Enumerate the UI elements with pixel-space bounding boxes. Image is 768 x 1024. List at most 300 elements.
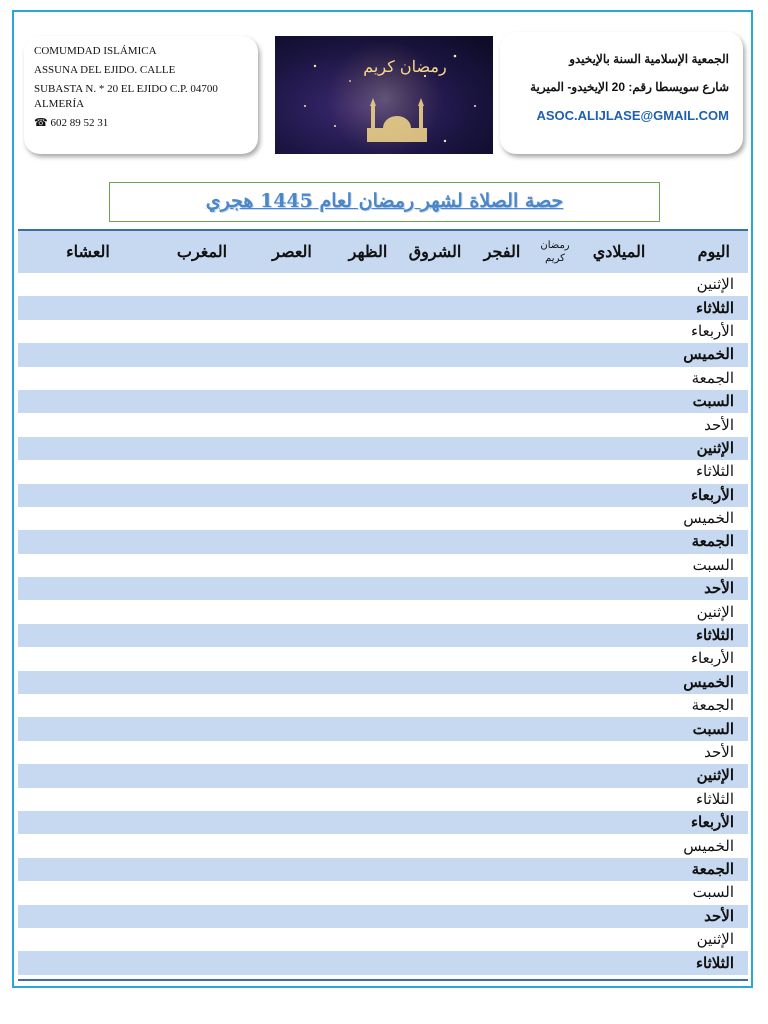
- time-cell: [18, 413, 158, 436]
- time-cell: [246, 343, 338, 366]
- time-cell: [18, 647, 158, 670]
- time-cell: [18, 881, 158, 904]
- time-cell: [18, 858, 158, 881]
- time-cell: [246, 320, 338, 343]
- time-cell: [158, 881, 246, 904]
- table-row: [18, 507, 748, 530]
- time-cell: [398, 647, 472, 670]
- time-cell: [158, 530, 246, 553]
- time-cell: [158, 320, 246, 343]
- time-cell: [472, 624, 532, 647]
- time-cell: [532, 484, 578, 507]
- time-cell: [338, 577, 398, 600]
- time-cell: [18, 554, 158, 577]
- day-cell: الإثنين: [696, 276, 734, 294]
- time-cell: [158, 554, 246, 577]
- time-cell: [246, 881, 338, 904]
- time-cell: [578, 905, 660, 928]
- time-cell: [246, 671, 338, 694]
- time-cell: [472, 484, 532, 507]
- time-cell: [246, 788, 338, 811]
- time-cell: [158, 437, 246, 460]
- time-cell: [578, 437, 660, 460]
- table-row: [18, 577, 748, 600]
- time-cell: [472, 928, 532, 951]
- time-cell: [18, 460, 158, 483]
- day-cell: الثلاثاء: [695, 954, 734, 972]
- time-cell: [472, 858, 532, 881]
- time-cell: [338, 671, 398, 694]
- table-bottom-rule: [18, 979, 748, 981]
- col-header-asr: العصر: [246, 230, 338, 273]
- time-cell: [398, 811, 472, 834]
- time-cell: [246, 577, 338, 600]
- day-cell: الجمعة: [691, 697, 734, 715]
- time-cell: [472, 694, 532, 717]
- time-cell: [246, 437, 338, 460]
- time-cell: [472, 881, 532, 904]
- address-card-arabic: [500, 32, 743, 154]
- time-cell: [398, 928, 472, 951]
- day-cell: الأربعاء: [690, 650, 734, 668]
- time-cell: [532, 343, 578, 366]
- day-cell: الثلاثاء: [695, 627, 734, 645]
- time-cell: [472, 507, 532, 530]
- time-cell: [472, 647, 532, 670]
- time-cell: [398, 600, 472, 623]
- time-cell: [578, 647, 660, 670]
- time-cell: [338, 507, 398, 530]
- time-cell: [398, 530, 472, 553]
- time-cell: [338, 484, 398, 507]
- time-cell: [532, 788, 578, 811]
- time-cell: [18, 343, 158, 366]
- time-cell: [158, 905, 246, 928]
- table-row: [18, 647, 748, 670]
- time-cell: [246, 741, 338, 764]
- time-cell: [18, 928, 158, 951]
- time-cell: [246, 764, 338, 787]
- time-cell: [246, 413, 338, 436]
- time-cell: [398, 951, 472, 974]
- time-cell: [398, 554, 472, 577]
- time-cell: [18, 764, 158, 787]
- phone-number: ☎ 602 89 52 31: [34, 117, 109, 129]
- time-cell: [578, 484, 660, 507]
- time-cell: [578, 694, 660, 717]
- day-cell: الأحد: [704, 907, 734, 925]
- time-cell: [398, 343, 472, 366]
- table-row: [18, 905, 748, 928]
- time-cell: [578, 928, 660, 951]
- time-cell: [578, 296, 660, 319]
- time-cell: [158, 484, 246, 507]
- crescent-mosque-illustration: [275, 36, 493, 154]
- time-cell: [472, 764, 532, 787]
- time-cell: [578, 858, 660, 881]
- time-cell: [398, 858, 472, 881]
- time-cell: [532, 507, 578, 530]
- table-row: [18, 390, 748, 413]
- day-cell: الخميس: [683, 510, 734, 528]
- time-cell: [338, 343, 398, 366]
- time-cell: [18, 320, 158, 343]
- time-cell: [578, 811, 660, 834]
- time-cell: [532, 367, 578, 390]
- time-cell: [472, 834, 532, 857]
- day-cell: الأربعاء: [690, 814, 734, 832]
- time-cell: [158, 928, 246, 951]
- time-cell: [158, 951, 246, 974]
- time-cell: [158, 273, 246, 296]
- time-cell: [338, 764, 398, 787]
- org-address-es-2: SUBASTA N. * 20 EL EJIDO C.P. 04700 ALMERÍA: [34, 83, 218, 110]
- org-name-ar: الجمعية الإسلامية السنة بالإيخيدو: [569, 52, 729, 66]
- time-cell: [158, 788, 246, 811]
- col-header-fajr: الفجر: [472, 230, 532, 273]
- day-cell: الجمعة: [691, 369, 734, 387]
- day-cell: الثلاثاء: [695, 299, 734, 317]
- table-row: [18, 951, 748, 974]
- time-cell: [158, 624, 246, 647]
- time-cell: [398, 413, 472, 436]
- time-cell: [18, 694, 158, 717]
- time-cell: [18, 951, 158, 974]
- table-row: [18, 413, 748, 436]
- day-cell: السبت: [692, 884, 734, 902]
- time-cell: [158, 367, 246, 390]
- time-cell: [158, 647, 246, 670]
- time-cell: [532, 413, 578, 436]
- time-cell: [578, 600, 660, 623]
- time-cell: [472, 577, 532, 600]
- time-cell: [246, 460, 338, 483]
- time-cell: [338, 858, 398, 881]
- time-cell: [246, 273, 338, 296]
- time-cell: [246, 507, 338, 530]
- day-cell: الأربعاء: [690, 322, 734, 340]
- day-cell: الإثنين: [696, 767, 734, 785]
- time-cell: [246, 811, 338, 834]
- table-row: [18, 764, 748, 787]
- time-cell: [472, 390, 532, 413]
- col-header-ramadan-line1: رمضان: [540, 240, 570, 251]
- time-cell: [532, 928, 578, 951]
- day-cell: الخميس: [683, 837, 734, 855]
- time-cell: [532, 460, 578, 483]
- time-cell: [338, 390, 398, 413]
- time-cell: [472, 811, 532, 834]
- table-row: [18, 811, 748, 834]
- time-cell: [472, 437, 532, 460]
- time-cell: [246, 530, 338, 553]
- time-cell: [158, 600, 246, 623]
- time-cell: [578, 413, 660, 436]
- time-cell: [398, 484, 472, 507]
- time-cell: [398, 834, 472, 857]
- day-cell: الخميس: [683, 346, 734, 364]
- table-row: [18, 717, 748, 740]
- time-cell: [246, 624, 338, 647]
- time-cell: [472, 717, 532, 740]
- time-cell: [246, 600, 338, 623]
- time-cell: [398, 507, 472, 530]
- time-cell: [158, 507, 246, 530]
- time-cell: [18, 905, 158, 928]
- time-cell: [472, 320, 532, 343]
- table-row: [18, 834, 748, 857]
- time-cell: [532, 530, 578, 553]
- time-cell: [398, 273, 472, 296]
- time-cell: [398, 367, 472, 390]
- time-cell: [18, 788, 158, 811]
- time-cell: [18, 484, 158, 507]
- col-header-ramadan: [532, 230, 578, 273]
- time-cell: [338, 437, 398, 460]
- time-cell: [578, 788, 660, 811]
- time-cell: [18, 834, 158, 857]
- table-row: [18, 296, 748, 319]
- time-cell: [472, 367, 532, 390]
- time-cell: [338, 694, 398, 717]
- time-cell: [158, 671, 246, 694]
- table-row: [18, 928, 748, 951]
- day-cell: الأحد: [704, 580, 734, 598]
- time-cell: [532, 741, 578, 764]
- time-cell: [398, 717, 472, 740]
- time-cell: [472, 951, 532, 974]
- time-cell: [398, 881, 472, 904]
- time-cell: [18, 296, 158, 319]
- time-cell: [532, 834, 578, 857]
- time-cell: [158, 811, 246, 834]
- day-cell: الجمعة: [691, 533, 734, 551]
- col-header-maghrib: المغرب: [158, 230, 246, 273]
- col-header-dhuhr: الظهر: [338, 230, 398, 273]
- time-cell: [338, 647, 398, 670]
- col-header-day: اليوم: [660, 230, 748, 273]
- time-cell: [246, 647, 338, 670]
- col-header-gregorian: الميلادي: [578, 230, 660, 273]
- time-cell: [18, 811, 158, 834]
- time-cell: [338, 834, 398, 857]
- time-cell: [18, 437, 158, 460]
- time-cell: [578, 834, 660, 857]
- time-cell: [246, 951, 338, 974]
- time-cell: [338, 951, 398, 974]
- time-cell: [578, 460, 660, 483]
- time-cell: [472, 273, 532, 296]
- day-cell: الأربعاء: [690, 486, 734, 504]
- org-name-es: COMUMDAD ISLÁMICA: [34, 45, 157, 57]
- time-cell: [578, 554, 660, 577]
- time-cell: [338, 296, 398, 319]
- time-cell: [578, 530, 660, 553]
- time-cell: [338, 788, 398, 811]
- time-cell: [472, 905, 532, 928]
- time-cell: [532, 951, 578, 974]
- time-cell: [246, 834, 338, 857]
- day-cell: الخميس: [683, 673, 734, 691]
- day-cell: الإثنين: [696, 931, 734, 949]
- time-cell: [338, 600, 398, 623]
- day-cell: الأحد: [704, 416, 734, 434]
- time-cell: [18, 717, 158, 740]
- time-cell: [246, 367, 338, 390]
- time-cell: [338, 881, 398, 904]
- time-cell: [246, 858, 338, 881]
- col-header-ramadan-line2: كريم: [545, 253, 565, 264]
- time-cell: [472, 413, 532, 436]
- table-row: [18, 741, 748, 764]
- col-header-isha: العشاء: [18, 230, 158, 273]
- day-cell: السبت: [692, 393, 734, 411]
- time-cell: [578, 951, 660, 974]
- time-cell: [532, 320, 578, 343]
- time-cell: [338, 413, 398, 436]
- time-cell: [578, 390, 660, 413]
- table-row: [18, 460, 748, 483]
- time-cell: [18, 530, 158, 553]
- time-cell: [18, 273, 158, 296]
- time-cell: [18, 507, 158, 530]
- time-cell: [578, 717, 660, 740]
- time-cell: [338, 624, 398, 647]
- table-row: [18, 694, 748, 717]
- day-cell: الإثنين: [696, 603, 734, 621]
- time-cell: [532, 437, 578, 460]
- day-cell: السبت: [692, 556, 734, 574]
- page-title: حصة الصلاة لشهر رمضان لعام 1445 هجري: [205, 190, 564, 212]
- table-row: [18, 600, 748, 623]
- time-cell: [532, 671, 578, 694]
- time-cell: [532, 647, 578, 670]
- time-cell: [338, 811, 398, 834]
- table-row: [18, 554, 748, 577]
- table-row: [18, 343, 748, 366]
- time-cell: [338, 273, 398, 296]
- org-address-es-1: ASSUNA DEL EJIDO. CALLE: [34, 64, 176, 76]
- time-cell: [338, 320, 398, 343]
- time-cell: [18, 741, 158, 764]
- time-cell: [158, 717, 246, 740]
- time-cell: [18, 577, 158, 600]
- time-cell: [398, 460, 472, 483]
- time-cell: [472, 343, 532, 366]
- time-cell: [398, 788, 472, 811]
- time-cell: [398, 296, 472, 319]
- time-cell: [578, 624, 660, 647]
- time-cell: [246, 554, 338, 577]
- banner-calligraphy: رمضان كريم: [363, 57, 447, 76]
- time-cell: [532, 390, 578, 413]
- day-cell: الجمعة: [691, 860, 734, 878]
- ramadan-banner-image: [275, 36, 493, 154]
- time-cell: [398, 694, 472, 717]
- day-cell: الثلاثاء: [695, 790, 734, 808]
- time-cell: [158, 577, 246, 600]
- org-address-ar: شارع سويسطا رقم: 20 الإيخيدو- الميرية: [530, 80, 729, 94]
- time-cell: [532, 624, 578, 647]
- time-cell: [532, 764, 578, 787]
- time-cell: [472, 600, 532, 623]
- table-row: [18, 484, 748, 507]
- time-cell: [158, 764, 246, 787]
- time-cell: [578, 343, 660, 366]
- time-cell: [472, 554, 532, 577]
- table-row: [18, 273, 748, 296]
- table-header-row: [18, 230, 748, 273]
- time-cell: [338, 530, 398, 553]
- time-cell: [398, 764, 472, 787]
- time-cell: [246, 390, 338, 413]
- time-cell: [158, 296, 246, 319]
- org-email[interactable]: ASOC.ALIJLASE@GMAIL.COM: [536, 108, 729, 123]
- col-header-shuruq: الشروق: [398, 230, 472, 273]
- table-row: [18, 788, 748, 811]
- time-cell: [398, 905, 472, 928]
- table-row: [18, 530, 748, 553]
- time-cell: [246, 905, 338, 928]
- day-cell: الثلاثاء: [695, 463, 734, 481]
- time-cell: [532, 577, 578, 600]
- time-cell: [18, 600, 158, 623]
- time-cell: [18, 390, 158, 413]
- time-cell: [338, 367, 398, 390]
- time-cell: [338, 717, 398, 740]
- day-cell: الإثنين: [696, 439, 734, 457]
- time-cell: [338, 928, 398, 951]
- time-cell: [472, 671, 532, 694]
- time-cell: [532, 811, 578, 834]
- time-cell: [398, 671, 472, 694]
- time-cell: [578, 577, 660, 600]
- table-row: [18, 624, 748, 647]
- time-cell: [532, 554, 578, 577]
- time-cell: [578, 320, 660, 343]
- table-row: [18, 367, 748, 390]
- time-cell: [578, 741, 660, 764]
- time-cell: [472, 741, 532, 764]
- time-cell: [158, 834, 246, 857]
- prayer-timetable: [18, 229, 748, 975]
- time-cell: [472, 296, 532, 319]
- time-cell: [532, 858, 578, 881]
- time-cell: [246, 296, 338, 319]
- address-card-spanish: [24, 36, 258, 154]
- time-cell: [338, 905, 398, 928]
- table-row: [18, 881, 748, 904]
- time-cell: [578, 671, 660, 694]
- time-cell: [398, 437, 472, 460]
- time-cell: [18, 671, 158, 694]
- time-cell: [578, 273, 660, 296]
- time-cell: [398, 390, 472, 413]
- time-cell: [532, 273, 578, 296]
- time-cell: [158, 460, 246, 483]
- time-cell: [472, 460, 532, 483]
- time-cell: [158, 694, 246, 717]
- time-cell: [246, 484, 338, 507]
- table-row: [18, 320, 748, 343]
- time-cell: [338, 741, 398, 764]
- table-row: [18, 671, 748, 694]
- table-row: [18, 437, 748, 460]
- time-cell: [246, 717, 338, 740]
- time-cell: [532, 694, 578, 717]
- page-title-box: [109, 182, 660, 222]
- time-cell: [158, 343, 246, 366]
